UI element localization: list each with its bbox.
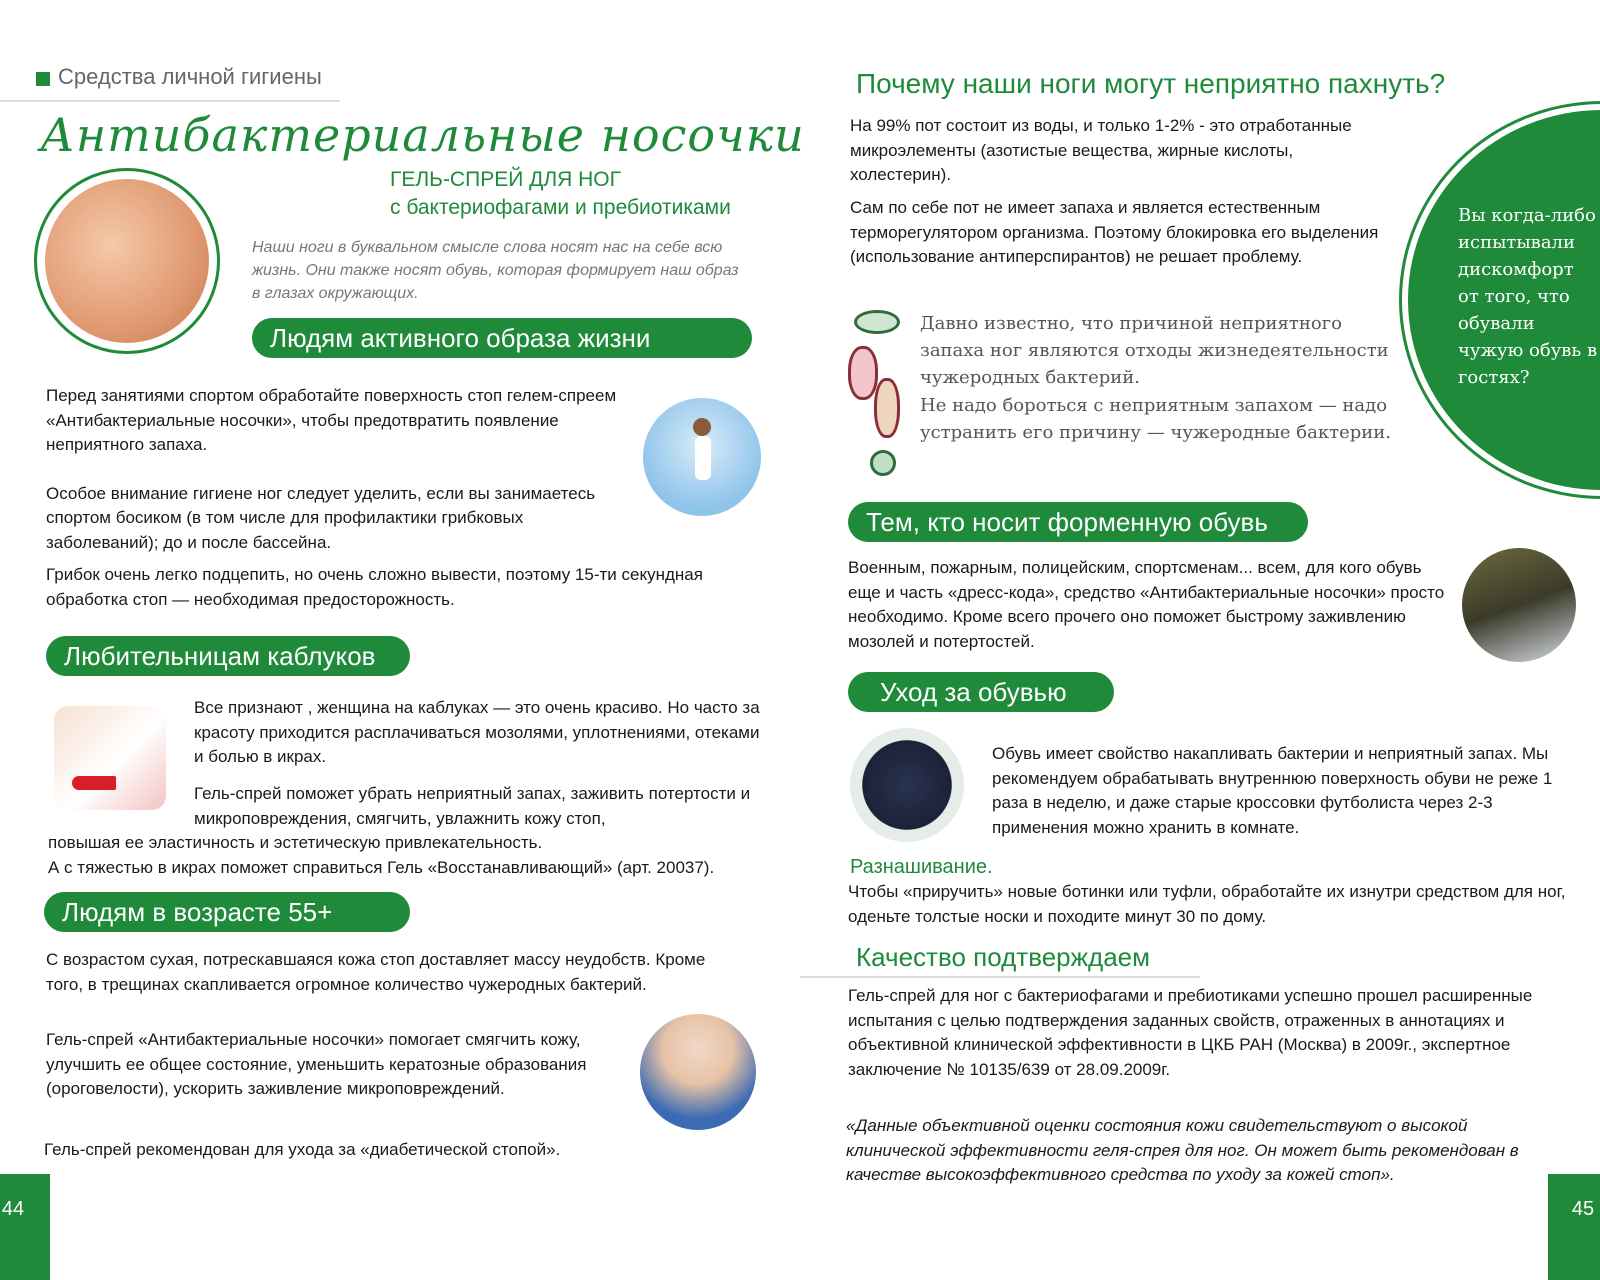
question-text: Вы когда-либо испытывали дискомфорт от того, что обували чужую обувь в гостях? — [1458, 205, 1598, 388]
heading-shoes: Уход за обувью — [848, 672, 1114, 712]
page-title: Антибактериальные носочки — [40, 108, 805, 162]
why-p1: На 99% пот состоит из воды, и только 1-2% - это отработанные микроэлементы (азотистые вещества, жирные кислоты, холестерин). — [850, 116, 1352, 184]
subtitle-caps: ГЕЛЬ-СПРЕЙ ДЛЯ НОГ — [390, 168, 622, 191]
heels-p2a: Гель-спрей поможет убрать неприятный запах, заживить потертости и микроповреждения, смягчить, увлажнить кожу стоп, — [194, 784, 751, 828]
quality-quote: «Данные объективной оценки состояния кожи свидетельствуют о высокой клинической эффективности геля-спрея для ног. Он может быть рекомендован в качестве высокоэффективного средства по уходу за кожей стоп». — [846, 1116, 1519, 1184]
quality-p1: Гель-спрей для ног с бактериофагами и пребиотиками успешно прошел расширенные испытания с целью подтверждения заданных свойств, отраженных в аннотациях и объективной клинической эффективности в ЦКБ РАН (Москва) в 2009г., экспертное заключение № 10135/639 от 28.09.2009г. — [848, 986, 1533, 1079]
heels-p1: Все признают , женщина на каблуках — это очень красиво. Но часто за красоту приходится расплачиваться мозолями, уплотнениями, отеками и болью в икрах. — [194, 698, 760, 766]
heading-active: Людям активного образа жизни — [252, 318, 752, 358]
quality-heading: Качество подтверждаем — [856, 942, 1150, 972]
senior-p2: Гель-спрей «Антибактериальные носочки» помогает смягчить кожу, улучшить ее общее состояние, уменьшить кератозные образования (ороговелости), ускорить заживление микроповреждений. — [46, 1030, 587, 1098]
active-text — [46, 384, 703, 620]
senior-text — [46, 948, 724, 1005]
page-number-right: 45 — [1571, 1198, 1595, 1220]
heading-heels: Любительницам каблуков — [46, 636, 410, 676]
feet-photo — [34, 168, 220, 354]
senior-p1: С возрастом сухая, потрескавшаяся кожа стоп доставляет массу неудобств. Кроме того, в трещинах скапливается огромное количество чужеродных бактерий. — [46, 950, 706, 994]
heading-senior: Людям в возрасте 55+ — [44, 892, 410, 932]
why-heading: Почему наши ноги могут неприятно пахнуть? — [856, 68, 1446, 99]
uniform-p1: Военным, пожарным, полицейским, спортсменам... всем, для кого обувь еще и часть «дресс-кода», средство «Антибактериальные носочки» просто необходимо. Кроме всего прочего оно поможет быстрому заживлению мозолей и потертостей. — [848, 558, 1445, 651]
intro-text: Наши ноги в буквальном смысле слова носят нас на себе всю жизнь. Они также носят обувь, которая формирует наш образ в глазах окружающих. — [252, 239, 739, 302]
shoes-subheading: Разнашивание. — [850, 856, 993, 878]
why-p2: Сам по себе пот не имеет запаха и является естественным терморегулятором организма. Поэтому блокировка его выделения (использование антиперспирантов) не решает проблему. — [850, 198, 1379, 266]
section-label: Средства личной гигиены — [58, 64, 322, 89]
page-number-left-box — [0, 1174, 50, 1280]
active-p3: Грибок очень легко подцепить, но очень сложно вывести, поэтому 15-ти секундная обработка стоп — необходимая предосторожность. — [46, 565, 703, 609]
why-p4: Не надо бороться с неприятным запахом — надо устранить его причину — чужеродные бактерии. — [920, 395, 1391, 443]
senior-p3: Гель-спрей рекомендован для ухода за «диабетической стопой». — [44, 1140, 561, 1159]
senior-photo — [640, 1014, 756, 1130]
why-p3: Давно известно, что причиной неприятного запаха ног являются отходы жизнедеятельности чужеродных бактерий. — [920, 313, 1389, 388]
quality-underline — [800, 976, 1200, 978]
military-photo — [1462, 548, 1576, 662]
active-p2: Особое внимание гигиене ног следует уделить, если вы занимаетесь спортом босиком (в том числе для профилактики грибковых заболеваний); до и после бассейна. — [46, 483, 596, 552]
sport-photo — [643, 398, 761, 516]
page-number-left: 44 — [1, 1198, 25, 1220]
shoes-p1: Обувь имеет свойство накапливать бактерии и неприятный запах. Мы рекомендуем обрабатывать внутреннюю поверхность обуви не реже 1 раза в неделю, и даже старые кроссовки футболиста через 2-3 применения можно хранить в комнате. — [992, 744, 1553, 837]
section-underline — [0, 100, 340, 102]
bacteria-image — [844, 310, 904, 478]
active-p1: Перед занятиями спортом обработайте поверхность стоп гелем-спреем «Антибактериальные носочки», чтобы предотвратить появление неприятного запаха. — [46, 386, 617, 454]
page-number-right-box — [1548, 1174, 1600, 1280]
heading-uniform: Тем, кто носит форменную обувь — [848, 502, 1308, 542]
section-marker — [36, 72, 50, 86]
heels-p3: А с тяжестью в икрах поможет справиться Гель «Восстанавливающий» (арт. 20037). — [48, 858, 715, 877]
subtitle: с бактериофагами и пребиотиками — [390, 196, 731, 219]
heels-p2b: повышая ее эластичность и эстетическую привлекательность. — [48, 833, 543, 852]
shoes-p2: Чтобы «приручить» новые ботинки или туфли, обработайте их изнутри средством для ног, оденьте толстые носки и походите минут 30 по дому. — [848, 882, 1566, 926]
heels-photo — [54, 706, 166, 810]
boot-photo — [850, 728, 964, 842]
